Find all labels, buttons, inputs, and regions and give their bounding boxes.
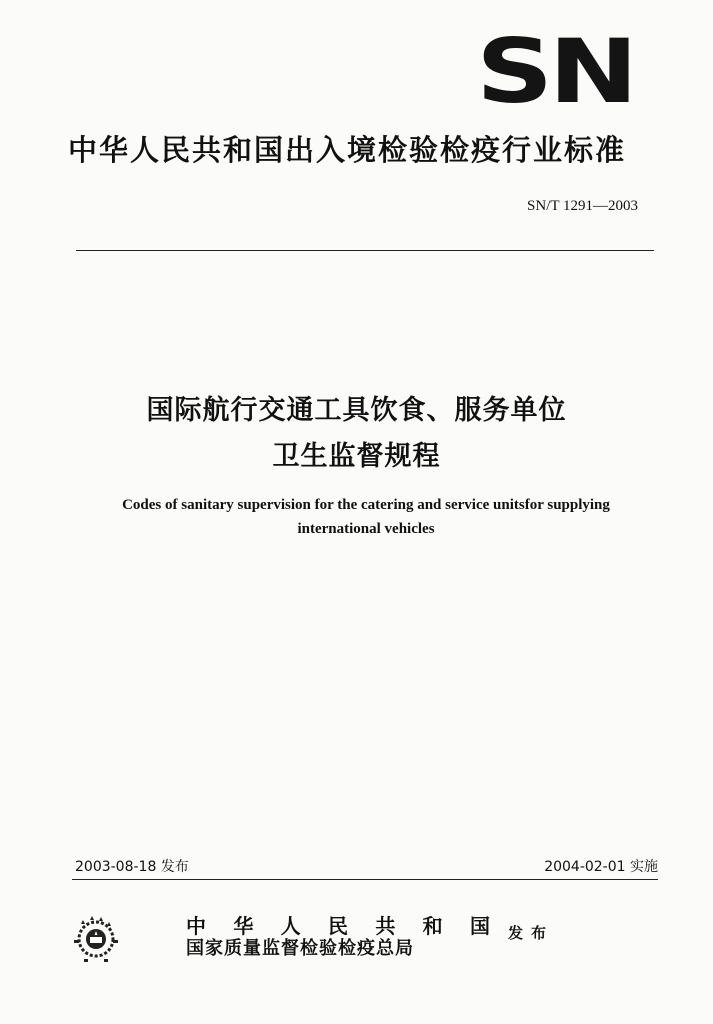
document-title-line1: 国际航行交通工具饮食、服务单位 [146,395,567,426]
issuer-char: 共 [375,914,396,938]
document-title-line2: 卫生监督规程 [272,441,441,472]
top-divider [76,250,654,251]
sn-logo: SN [476,20,634,123]
bottom-divider [72,879,658,880]
national-emblem-icon [68,910,124,966]
english-title-line2: international vehicles [297,521,435,537]
issuer-char: 中 [186,914,206,938]
issuer-char: 国 [469,914,490,938]
org-title: 中华人民共和国出入境检验检疫行业标准 [68,133,627,167]
english-title-line1: Codes of sanitary supervision for the catering and service unitsfor supplying [122,497,610,513]
issue-date: 2003-08-18 发布 [75,859,189,875]
issuer-agency: 国家质量监督检验检疫总局 [186,938,414,959]
publish-label: 发布 [508,924,555,942]
issuer-char: 和 [422,914,443,938]
issuer-char: 民 [327,914,348,938]
issuer-char: 人 [280,914,301,938]
standard-code: SN/T 1291—2003 [527,198,638,214]
implementation-date: 2004-02-01 实施 [544,859,658,875]
issuer-char: 华 [233,914,254,938]
